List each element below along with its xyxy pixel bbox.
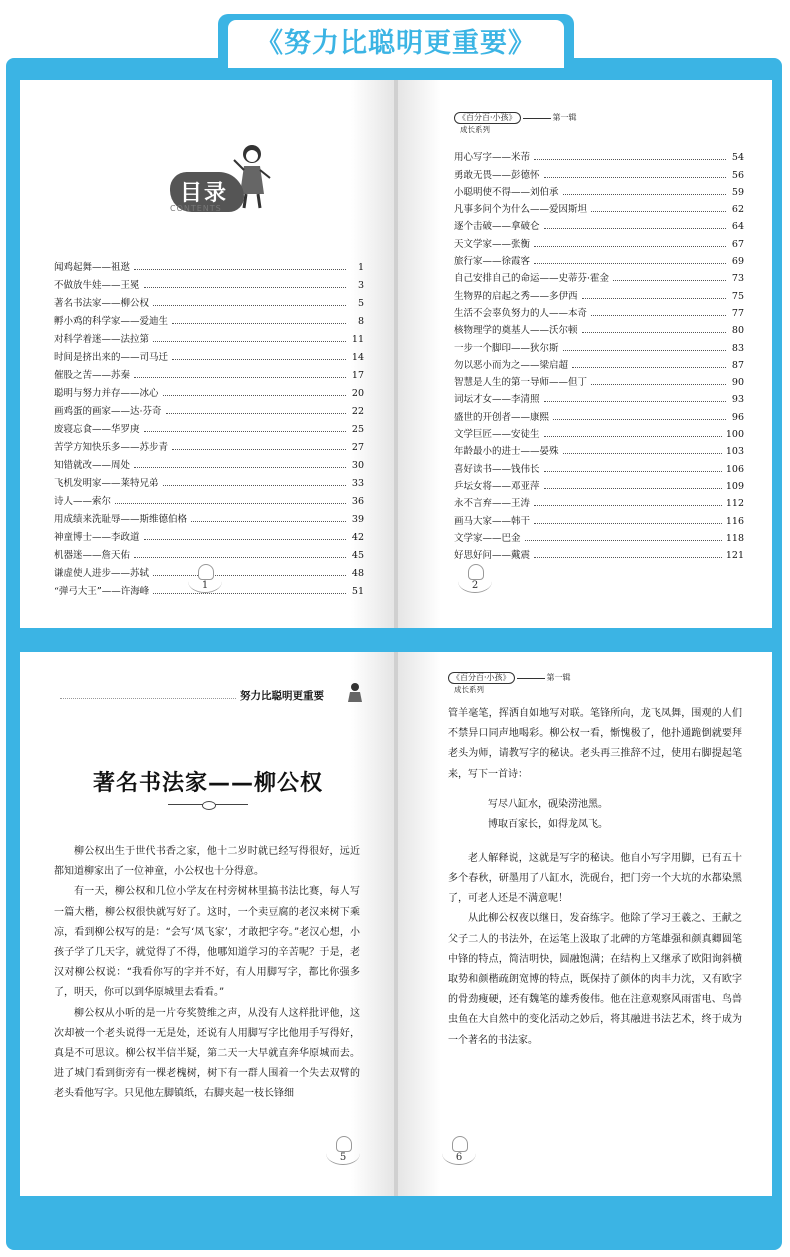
toc-leader-dots bbox=[172, 449, 346, 450]
toc-entry bbox=[54, 381, 364, 399]
toc-leader-dots bbox=[163, 485, 346, 486]
toc-entry bbox=[54, 363, 364, 381]
toc-entry-page: 96 bbox=[731, 411, 744, 423]
toc-entry bbox=[54, 399, 364, 417]
toc-entry-page: 42 bbox=[351, 532, 364, 543]
toc-entry-page: 5 bbox=[357, 298, 364, 309]
toc-entry-title: 聪明与努力并存——冰心 bbox=[54, 388, 159, 399]
toc-entry-page: 90 bbox=[731, 377, 744, 389]
toc-entry-page: 73 bbox=[731, 273, 744, 285]
toc-entry-title: 喜好读书——钱伟长 bbox=[454, 463, 540, 475]
toc-entry-page: 36 bbox=[351, 496, 364, 507]
toc-entry-page: 80 bbox=[731, 325, 744, 337]
toc-leader-dots bbox=[534, 523, 722, 524]
series-badge bbox=[448, 672, 571, 684]
toc-entry-title: 用成绩来洗耻辱——斯维德伯格 bbox=[54, 514, 188, 525]
paragraph: 柳公权出生于世代书香之家，他十二岁时就已经写得很好，远近都知道柳家出了一位神童，小公权也十分得意。 bbox=[54, 846, 360, 878]
toc-entry-title: 对科学着迷——法拉第 bbox=[54, 334, 150, 345]
toc-entry bbox=[54, 453, 364, 471]
toc-entry-title: 苦学方知快乐多——苏步青 bbox=[54, 442, 169, 453]
toc-leader-dots bbox=[115, 503, 346, 504]
paragraph: 老人解释说，这就是写字的秘诀。他自小写字用脚，已有五十多个春秋，研墨用了八缸水，洗砚台，把门旁一个大坑的水都染黑了，可老人还是不满意呢！ bbox=[448, 852, 742, 905]
poem-line: 写尽八缸水，砚染涝池黑。 bbox=[488, 798, 608, 810]
toc-entry-title: 盛世的开创者——康熙 bbox=[454, 411, 550, 423]
toc-entry-title: 勿以恶小而为之——梁启超 bbox=[454, 359, 569, 371]
spread-contents bbox=[20, 80, 772, 628]
toc-leader-dots bbox=[144, 431, 346, 432]
toc-entry-page: 116 bbox=[725, 515, 744, 527]
series-subtitle: 成长系列 bbox=[454, 685, 484, 694]
header-line bbox=[523, 118, 551, 119]
toc-leader-dots bbox=[591, 315, 726, 316]
toc-entry bbox=[454, 302, 744, 319]
toc-leader-dots bbox=[553, 419, 726, 420]
toc-entry-page: 121 bbox=[725, 550, 744, 562]
spread-article bbox=[20, 652, 772, 1196]
toc-entry bbox=[54, 345, 364, 363]
toc-entry-page: 83 bbox=[731, 342, 744, 354]
paragraph: 有一天，柳公权和几位小学友在村旁树林里搞书法比赛，每人写一篇大楷，柳公权很快就写好了。这时，一个卖豆腐的老汉来树下乘凉，看到柳公权写的是：“会写‘凤飞家’，才敢把字夸。”老汉心想，小孩子学了几天字，就觉得了不得，他哪知道学习的辛苦呢？于是，老汉对柳公权说：“我看你写的字并不好，有人用脚写字，都比你强多了，明天，你可以到华原城里去看看。” bbox=[54, 886, 360, 999]
toc-entry bbox=[454, 388, 744, 405]
toc-entry-page: 22 bbox=[351, 406, 364, 417]
toc-entry-title: 乒坛女将——邓亚萍 bbox=[454, 480, 540, 492]
toc-entry bbox=[454, 475, 744, 492]
toc-entry-title: 智慧是人生的第一导师——但丁 bbox=[454, 377, 588, 389]
page-number: 5 bbox=[339, 1152, 347, 1163]
toc-entry-page: 20 bbox=[351, 388, 364, 399]
toc-entry-page: 54 bbox=[731, 152, 744, 164]
book-spine bbox=[394, 80, 398, 628]
toc-entry-title: “弹弓大王”——许海峰 bbox=[54, 586, 150, 597]
toc-entry bbox=[454, 336, 744, 353]
toc-leader-dots bbox=[534, 505, 722, 506]
toc-list-right bbox=[454, 146, 744, 561]
toc-leader-dots bbox=[525, 540, 722, 541]
toc-entry-page: 1 bbox=[357, 262, 364, 273]
toc-entry bbox=[54, 507, 364, 525]
toc-leader-dots bbox=[613, 280, 726, 281]
toc-entry bbox=[54, 435, 364, 453]
toc-entry bbox=[54, 417, 364, 435]
page-number: 1 bbox=[201, 580, 209, 591]
toc-entry-title: 神童博士——李政道 bbox=[54, 532, 140, 543]
toc-entry-title: 永不言弃——王涛 bbox=[454, 498, 531, 510]
toc-entry-title: 不做放牛娃——王冕 bbox=[54, 280, 140, 291]
toc-entry bbox=[454, 215, 744, 232]
toc-entry-title: 知错就改——周处 bbox=[54, 460, 131, 471]
toc-entry-title: 催股之苦——苏秦 bbox=[54, 370, 131, 381]
toc-entry-page: 118 bbox=[725, 532, 744, 544]
toc-leader-dots bbox=[591, 211, 726, 212]
toc-entry-page: 30 bbox=[351, 460, 364, 471]
toc-entry bbox=[54, 471, 364, 489]
toc-entry-title: 小聪明使不得——刘伯承 bbox=[454, 186, 559, 198]
toc-entry bbox=[454, 250, 744, 267]
toc-entry bbox=[454, 232, 744, 249]
toc-entry-title: 核物理学的奠基人——沃尔顿 bbox=[454, 325, 578, 337]
toc-entry-title: 机器迷——詹天佑 bbox=[54, 550, 131, 561]
toc-entry bbox=[54, 327, 364, 345]
paragraph: 柳公权从小听的是一片夸奖赞维之声，从没有人这样批评他，这次却被一个老头说得一无是处，还说有人用脚写字比他用手写得好，真是不可思议。柳公权半信半疑，第二天一大早就直奔华原城而去。进了城门看到街旁有一棵老槐树，树下有一群人围着一个失去双臂的老头看他写字。只见他左脚镇纸，右脚夹起一枝长锋细 bbox=[54, 1007, 360, 1100]
toc-entry-title: 画鸡蛋的画家——达·芬奇 bbox=[54, 406, 162, 417]
series-subtitle: 成长系列 bbox=[460, 125, 490, 134]
toc-entry-page: 39 bbox=[351, 514, 364, 525]
toc-leader-dots bbox=[591, 384, 726, 385]
toc-entry-page: 51 bbox=[351, 586, 364, 597]
toc-entry-page: 69 bbox=[731, 256, 744, 268]
toc-entry-title: 诗人——索尔 bbox=[54, 496, 112, 507]
toc-leader-dots bbox=[534, 246, 726, 247]
toc-entry bbox=[454, 440, 744, 457]
toc-entry bbox=[454, 181, 744, 198]
toc-entry-title: 旅行家——徐霞客 bbox=[454, 256, 531, 268]
toc-entry bbox=[54, 489, 364, 507]
toc-list-left bbox=[54, 255, 364, 597]
series-badge-name: 《百分百·小孩》 bbox=[448, 672, 515, 684]
toc-entry-page: 59 bbox=[731, 186, 744, 198]
paragraph: 从此柳公权夜以继日，发奋练字。他除了学习王羲之、王献之父子二人的书法外，在运笔上汲取了北碑的方笔雄强和颜真卿圆笔中锋的特点，简洁明快，圆融饱满；在结构上又继承了欧阳询斜横取势和颜楷疏朗宽博的特点，既保持了颜体的肉丰力沈，又有欧字的骨劲瘦硬，还有魏笔的雄秀俊伟。他在注意观察风雨雷电、鸟兽虫鱼在大自然中的变化活动之妙后，将其融进书法艺术，终于成为一个著名的书法家。 bbox=[448, 913, 742, 1046]
toc-entry-title: 废寝忘食——华罗庚 bbox=[54, 424, 140, 435]
volume-label: 第一辑 bbox=[546, 673, 571, 682]
page-number: 6 bbox=[455, 1152, 463, 1163]
toc-entry bbox=[454, 527, 744, 544]
toc-leader-dots bbox=[534, 263, 726, 264]
book-spine bbox=[394, 652, 398, 1196]
toc-entry bbox=[454, 423, 744, 440]
toc-leader-dots bbox=[544, 228, 726, 229]
toc-entry bbox=[454, 319, 744, 336]
title-ornament bbox=[168, 804, 248, 805]
toc-leader-dots bbox=[544, 471, 722, 472]
toc-entry-page: 3 bbox=[357, 280, 364, 291]
article-body-right bbox=[448, 704, 742, 1051]
toc-leader-dots bbox=[534, 159, 726, 160]
volume-label: 第一辑 bbox=[552, 113, 577, 122]
toc-entry-title: 文学家——巴金 bbox=[454, 532, 521, 544]
series-badge-name: 《百分百·小孩》 bbox=[454, 112, 521, 124]
toc-entry-title: 一步一个脚印——狄尔斯 bbox=[454, 342, 559, 354]
toc-entry-title: 著名书法家——柳公权 bbox=[54, 298, 150, 309]
toc-entry bbox=[54, 255, 364, 273]
toc-entry-title: 词坛才女——李清照 bbox=[454, 394, 540, 406]
toc-entry-title: 闻鸡起舞——祖逖 bbox=[54, 262, 131, 273]
toc-leader-dots bbox=[153, 305, 346, 306]
toc-entry-page: 100 bbox=[725, 429, 744, 441]
toc-leader-dots bbox=[582, 332, 726, 333]
toc-entry-page: 8 bbox=[357, 316, 364, 327]
toc-entry bbox=[54, 525, 364, 543]
toc-leader-dots bbox=[572, 367, 726, 368]
toc-entry-title: 逐个击破——拿破仑 bbox=[454, 221, 540, 233]
toc-leader-dots bbox=[153, 341, 346, 342]
header-line bbox=[517, 678, 545, 679]
toc-entry-title: 年龄最小的进士——晏殊 bbox=[454, 446, 559, 458]
banner-title: 《努力比聪明更重要》 bbox=[256, 28, 536, 59]
poem-line: 博取百家长，如得龙凤飞。 bbox=[488, 818, 608, 830]
toc-leader-dots bbox=[163, 395, 346, 396]
toc-leader-dots bbox=[166, 413, 346, 414]
toc-leader-dots bbox=[191, 521, 346, 522]
toc-entry-page: 62 bbox=[731, 204, 744, 216]
toc-entry-title: 生物界的启起之秀——多伊西 bbox=[454, 290, 578, 302]
toc-leader-dots bbox=[582, 298, 726, 299]
toc-entry-title: 画马大家——韩干 bbox=[454, 515, 531, 527]
toc-page-left bbox=[20, 80, 396, 628]
toc-entry bbox=[454, 267, 744, 284]
running-title: 努力比聪明更重要 bbox=[240, 690, 324, 702]
toc-logo-text: 目录 bbox=[180, 181, 229, 206]
toc-leader-dots bbox=[172, 359, 346, 360]
toc-entry bbox=[454, 457, 744, 474]
toc-entry bbox=[454, 492, 744, 509]
toc-entry-title: 用心写字——米芾 bbox=[454, 152, 531, 164]
toc-leader-dots bbox=[563, 350, 726, 351]
toc-entry-title: 天文学家——张衡 bbox=[454, 238, 531, 250]
toc-entry-page: 67 bbox=[731, 238, 744, 250]
toc-entry-title: 好思好问——戴震 bbox=[454, 550, 531, 562]
toc-leader-dots bbox=[544, 177, 726, 178]
poem bbox=[448, 795, 742, 835]
toc-entry-page: 11 bbox=[351, 334, 364, 345]
toc-entry-page: 27 bbox=[351, 442, 364, 453]
article-title: 著名书法家——柳公权 bbox=[92, 771, 323, 796]
toc-entry bbox=[454, 284, 744, 301]
toc-leader-dots bbox=[144, 287, 346, 288]
toc-entry bbox=[454, 146, 744, 163]
toc-entry bbox=[454, 198, 744, 215]
toc-entry-title: 生活不会辜负努力的人——本奇 bbox=[454, 307, 588, 319]
toc-leader-dots bbox=[153, 593, 346, 594]
toc-entry-page: 45 bbox=[351, 550, 364, 561]
toc-logo-subtitle: CONTENTS bbox=[170, 204, 222, 213]
paragraph: 管羊毫笔，挥洒自如地写对联。笔锋所向，龙飞凤舞，围观的人们不禁异口同声地喝彩。柳公权一看，惭愧极了，他扑通跪倒就要拜老头为师，请教写字的秘诀。老头再三推辞不过，使用右脚提起笔来，写下一首诗： bbox=[448, 708, 742, 780]
toc-entry-title: 飞机发明家——莱特兄弟 bbox=[54, 478, 159, 489]
toc-leader-dots bbox=[534, 557, 722, 558]
toc-entry-page: 77 bbox=[731, 307, 744, 319]
toc-leader-dots bbox=[134, 467, 346, 468]
toc-entry-page: 93 bbox=[731, 394, 744, 406]
toc-entry-page: 64 bbox=[731, 221, 744, 233]
running-header-rule bbox=[60, 698, 236, 699]
toc-entry bbox=[454, 405, 744, 422]
toc-entry bbox=[454, 354, 744, 371]
toc-entry bbox=[454, 544, 744, 561]
toc-leader-dots bbox=[144, 539, 346, 540]
toc-entry-page: 14 bbox=[351, 352, 364, 363]
toc-leader-dots bbox=[134, 557, 346, 558]
toc-entry-page: 112 bbox=[725, 498, 744, 510]
toc-entry bbox=[54, 543, 364, 561]
toc-entry-title: 谦虚使人进步——苏轼 bbox=[54, 568, 150, 579]
article-body-left bbox=[54, 842, 360, 1105]
toc-entry-page: 33 bbox=[351, 478, 364, 489]
toc-entry-page: 106 bbox=[725, 463, 744, 475]
page-number: 2 bbox=[471, 580, 479, 591]
toc-leader-dots bbox=[544, 401, 726, 402]
toc-entry-title: 凡事多问个为什么——爱因斯坦 bbox=[454, 204, 588, 216]
toc-leader-dots bbox=[544, 436, 722, 437]
toc-entry-page: 25 bbox=[351, 424, 364, 435]
toc-entry-page: 87 bbox=[731, 359, 744, 371]
toc-entry-page: 103 bbox=[725, 446, 744, 458]
toc-entry-page: 48 bbox=[351, 568, 364, 579]
toc-entry-title: 勇敢无畏——彭德怀 bbox=[454, 169, 540, 181]
toc-entry-page: 109 bbox=[725, 480, 744, 492]
series-badge bbox=[454, 112, 577, 124]
toc-entry-page: 75 bbox=[731, 290, 744, 302]
toc-leader-dots bbox=[134, 269, 346, 270]
toc-entry-page: 17 bbox=[351, 370, 364, 381]
toc-entry bbox=[454, 163, 744, 180]
toc-entry bbox=[454, 371, 744, 388]
toc-entry-title: 文学巨匠——安徒生 bbox=[454, 429, 540, 441]
toc-entry bbox=[454, 509, 744, 526]
toc-leader-dots bbox=[172, 323, 346, 324]
child-mini-icon bbox=[346, 682, 364, 704]
toc-entry-title: 自己安排自己的命运——史蒂芬·霍金 bbox=[454, 273, 610, 285]
toc-entry bbox=[54, 309, 364, 327]
toc-leader-dots bbox=[544, 488, 722, 489]
article-page-left bbox=[20, 652, 396, 1196]
toc-leader-dots bbox=[153, 575, 346, 576]
toc-leader-dots bbox=[563, 453, 722, 454]
toc-entry-title: 时间是挤出来的——司马迁 bbox=[54, 352, 169, 363]
toc-entry bbox=[54, 291, 364, 309]
toc-entry-page: 56 bbox=[731, 169, 744, 181]
toc-entry-title: 孵小鸡的科学家——爱迪生 bbox=[54, 316, 169, 327]
toc-leader-dots bbox=[134, 377, 346, 378]
toc-entry bbox=[54, 273, 364, 291]
toc-leader-dots bbox=[563, 194, 726, 195]
